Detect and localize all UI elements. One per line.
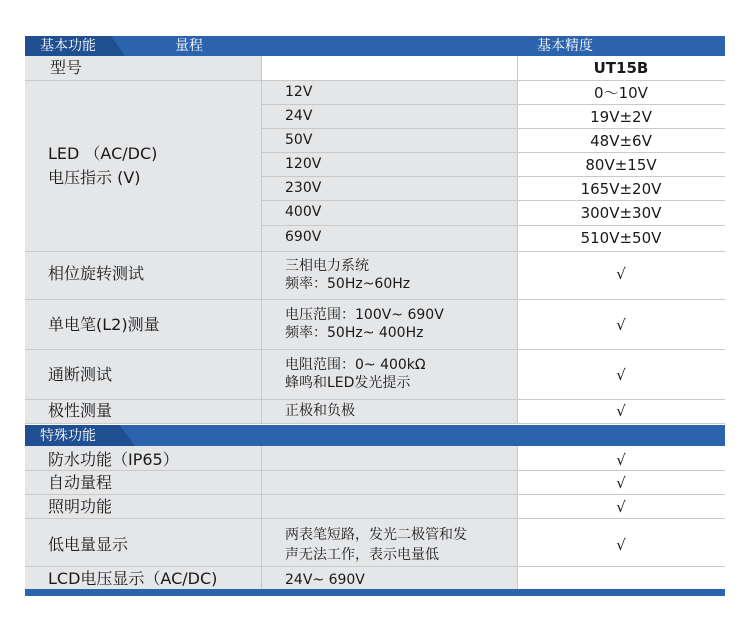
lcd-display-label: LCD电压显示（AC/DC) bbox=[48, 569, 218, 588]
low-battery-range-1: 两表笔短路，发光二极管和发 bbox=[285, 527, 467, 543]
phase-rotation-range-1: 三相电力系统 bbox=[285, 258, 369, 274]
continuity-range-2: 蜂鸣和LED发光提示 bbox=[285, 375, 411, 391]
led-range-230v: 230V bbox=[285, 180, 322, 196]
continuity-check: √ bbox=[616, 366, 626, 384]
polarity-label: 极性测量 bbox=[48, 401, 113, 420]
auto-range-label: 自动量程 bbox=[48, 473, 113, 492]
row-divider bbox=[25, 80, 725, 81]
led-accuracy-400v: 300V±30V bbox=[580, 204, 662, 222]
header-range: 量程 bbox=[175, 38, 203, 54]
polarity-range: 正极和负极 bbox=[285, 403, 355, 419]
row-divider bbox=[25, 423, 725, 424]
row-divider bbox=[25, 399, 725, 400]
lcd-display-range: 24V~ 690V bbox=[285, 572, 365, 588]
phase-rotation-check: √ bbox=[616, 265, 626, 283]
row-divider bbox=[25, 349, 725, 350]
led-range-120v: 120V bbox=[285, 156, 322, 172]
low-battery-range-2: 声无法工作，表示电量低 bbox=[285, 547, 439, 563]
row-divider bbox=[25, 251, 725, 252]
continuity-label: 通断测试 bbox=[48, 365, 113, 384]
led-label-line2: 电压指示 (V) bbox=[48, 168, 141, 187]
led-accuracy-690v: 510V±50V bbox=[580, 229, 662, 247]
header-basic-accuracy: 基本精度 bbox=[537, 38, 593, 54]
row-divider bbox=[25, 518, 725, 519]
row-divider bbox=[25, 566, 725, 567]
continuity-range-1: 电阻范围：0~ 400kΩ bbox=[285, 357, 426, 373]
led-accuracy-230v: 165V±20V bbox=[580, 180, 662, 198]
led-accuracy-12v: 0～10V bbox=[594, 84, 648, 102]
single-pen-label: 单电笔(L2)测量 bbox=[48, 315, 160, 334]
led-range-12v: 12V bbox=[285, 84, 313, 100]
table-bottom-bar bbox=[25, 589, 725, 596]
led-row-divider bbox=[261, 200, 725, 201]
col-divider-2 bbox=[517, 56, 518, 423]
led-range-400v: 400V bbox=[285, 204, 322, 220]
led-range-690v: 690V bbox=[285, 229, 322, 245]
led-row-divider bbox=[261, 176, 725, 177]
led-range-24v: 24V bbox=[285, 108, 313, 124]
led-accuracy-120v: 80V±15V bbox=[585, 156, 657, 174]
single-pen-range-2: 频率：50Hz~ 400Hz bbox=[285, 325, 424, 341]
header-basic-function: 基本功能 bbox=[40, 38, 96, 54]
led-row-divider bbox=[261, 152, 725, 153]
led-label-line1: LED （AC/DC) bbox=[48, 144, 158, 163]
table-header-bar bbox=[25, 36, 725, 56]
model-range-cell bbox=[261, 56, 517, 80]
led-range-50v: 50V bbox=[285, 132, 313, 148]
single-pen-range-1: 电压范围：100V~ 690V bbox=[285, 307, 444, 323]
row-divider bbox=[25, 494, 725, 495]
phase-rotation-range-2: 频率：50Hz~60Hz bbox=[285, 276, 411, 292]
led-row-divider bbox=[261, 225, 725, 226]
lighting-check: √ bbox=[616, 498, 626, 516]
led-row-divider bbox=[261, 128, 725, 129]
polarity-check: √ bbox=[616, 402, 626, 420]
low-battery-label: 低电量显示 bbox=[48, 535, 129, 554]
model-label: 型号 bbox=[50, 58, 83, 77]
row-divider bbox=[25, 470, 725, 471]
model-name: UT15B bbox=[593, 59, 649, 77]
waterproof-label: 防水功能（IP65） bbox=[48, 450, 179, 469]
phase-rotation-label: 相位旋转测试 bbox=[48, 264, 145, 283]
led-row-divider bbox=[261, 104, 725, 105]
led-accuracy-24v: 19V±2V bbox=[590, 108, 652, 126]
lighting-label: 照明功能 bbox=[48, 497, 113, 516]
row-divider bbox=[25, 299, 725, 300]
auto-range-check: √ bbox=[616, 474, 626, 492]
col-divider-1 bbox=[261, 56, 262, 423]
waterproof-check: √ bbox=[616, 451, 626, 469]
special-header-label: 特殊功能 bbox=[40, 428, 96, 444]
single-pen-check: √ bbox=[616, 316, 626, 334]
low-battery-check: √ bbox=[616, 536, 626, 554]
led-accuracy-50v: 48V±6V bbox=[590, 132, 652, 150]
